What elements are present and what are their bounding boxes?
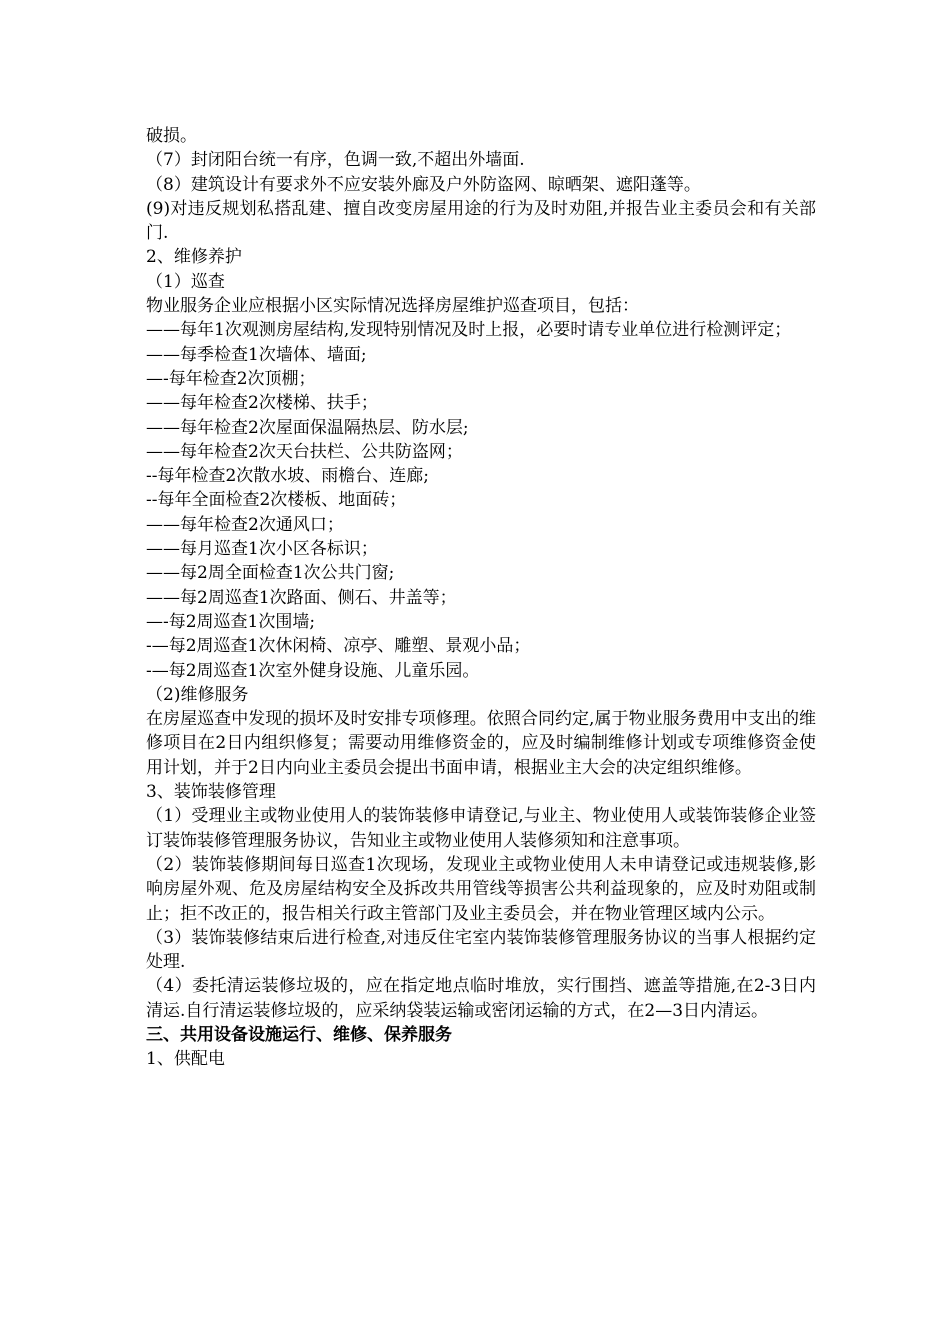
paragraph: ——每月巡查1次小区各标识； (146, 539, 378, 560)
paragraph: 破损。 (146, 126, 197, 146)
paragraph: （2)维修服务 (146, 684, 249, 705)
paragraph: ——每2周巡查1次路面、侧石、井盖等； (146, 587, 457, 608)
paragraph: -—每2周巡查1次室外健身设施、儿童乐园。 (146, 660, 480, 681)
paragraph: （7）封闭阳台统一有序，色调一致,不超出外墙面. (146, 150, 525, 171)
paragraph: （4）委托清运装修垃圾的，应在指定地点临时堆放，实行围挡、遮盖等措施,在2-3日内清运.自行清运装修垃圾的，应采纳袋装运输或密闭运输的方式，在2—3日内清运。 (146, 976, 816, 1021)
paragraph: ——每2周全面检查1次公共门窗; (146, 563, 395, 584)
paragraph: --每年检查2次散水坡、雨檐台、连廊; (146, 466, 430, 487)
paragraph: ——每年检查2次天台扶栏、公共防盗网； (146, 441, 463, 462)
paragraph: 物业服务企业应根据小区实际情况选择房屋维护巡查项目，包括： (146, 296, 639, 317)
paragraph: —-每2周巡查1次围墙; (146, 611, 316, 632)
paragraph: —-每年检查2次顶棚； (146, 368, 316, 389)
paragraph: （3）装饰装修结束后进行检查,对违反住宅室内装饰装修管理服务协议的当事人根据约定处理. (146, 927, 816, 973)
paragraph: 3、装饰装修管理 (146, 782, 276, 803)
paragraph: （2）装饰装修期间每日巡查1次现场，发现业主或物业使用人未申请登记或违规装修,影响房屋外观、危及房屋结构安全及拆改共用管线等损害公共利益现象的，应及时劝阻或制止；拒不改正的，报告相关行政主管部门及业主委员会，并在物业管理区域内公示。 (146, 854, 816, 924)
paragraph: 2、维修养护 (146, 247, 242, 268)
paragraph: （1）受理业主或物业使用人的装饰装修申请登记,与业主、物业使用人或装饰装修企业签订装饰装修管理服务协议，告知业主或物业使用人装修须知和注意事项。 (146, 806, 816, 851)
paragraph: (9)对违反规划私搭乱建、擅自改变房屋用途的行为及时劝阻,并报告业主委员会和有关部门. (146, 198, 816, 244)
paragraph: ——每季检查1次墙体、墙面; (146, 344, 367, 365)
paragraph: （1）巡查 (146, 271, 225, 292)
paragraph: 1、供配电 (146, 1049, 225, 1070)
paragraph: ——每年检查2次屋面保温隔热层、防水层; (146, 417, 469, 438)
paragraph: 在房屋巡查中发现的损坏及时安排专项修理。依照合同约定,属于物业服务费用中支出的维修项目在2日内组织修复；需要动用维修资金的，应及时编制维修计划或专项维修资金使用计划，并于2日内向业主委员会提出书面申请，根据业主大会的决定组织维修。 (146, 709, 816, 778)
paragraph: ——每年1次观测房屋结构,发现特别情况及时上报，必要时请专业单位进行检测评定； (146, 320, 792, 341)
document-body (146, 124, 816, 1072)
paragraph: --每年全面检查2次楼板、地面砖； (146, 490, 407, 511)
paragraph: （8）建筑设计有要求外不应安装外廊及户外防盗网、晾晒架、遮阳蓬等。 (146, 174, 701, 195)
paragraph: ——每年检查2次通风口； (146, 514, 344, 535)
paragraph: -—每2周巡查1次休闲椅、凉亭、雕塑、景观小品； (146, 636, 531, 657)
paragraph: ——每年检查2次楼梯、扶手； (146, 393, 378, 414)
section-heading: 三、共用设备设施运行、维修、保养服务 (146, 1024, 452, 1045)
